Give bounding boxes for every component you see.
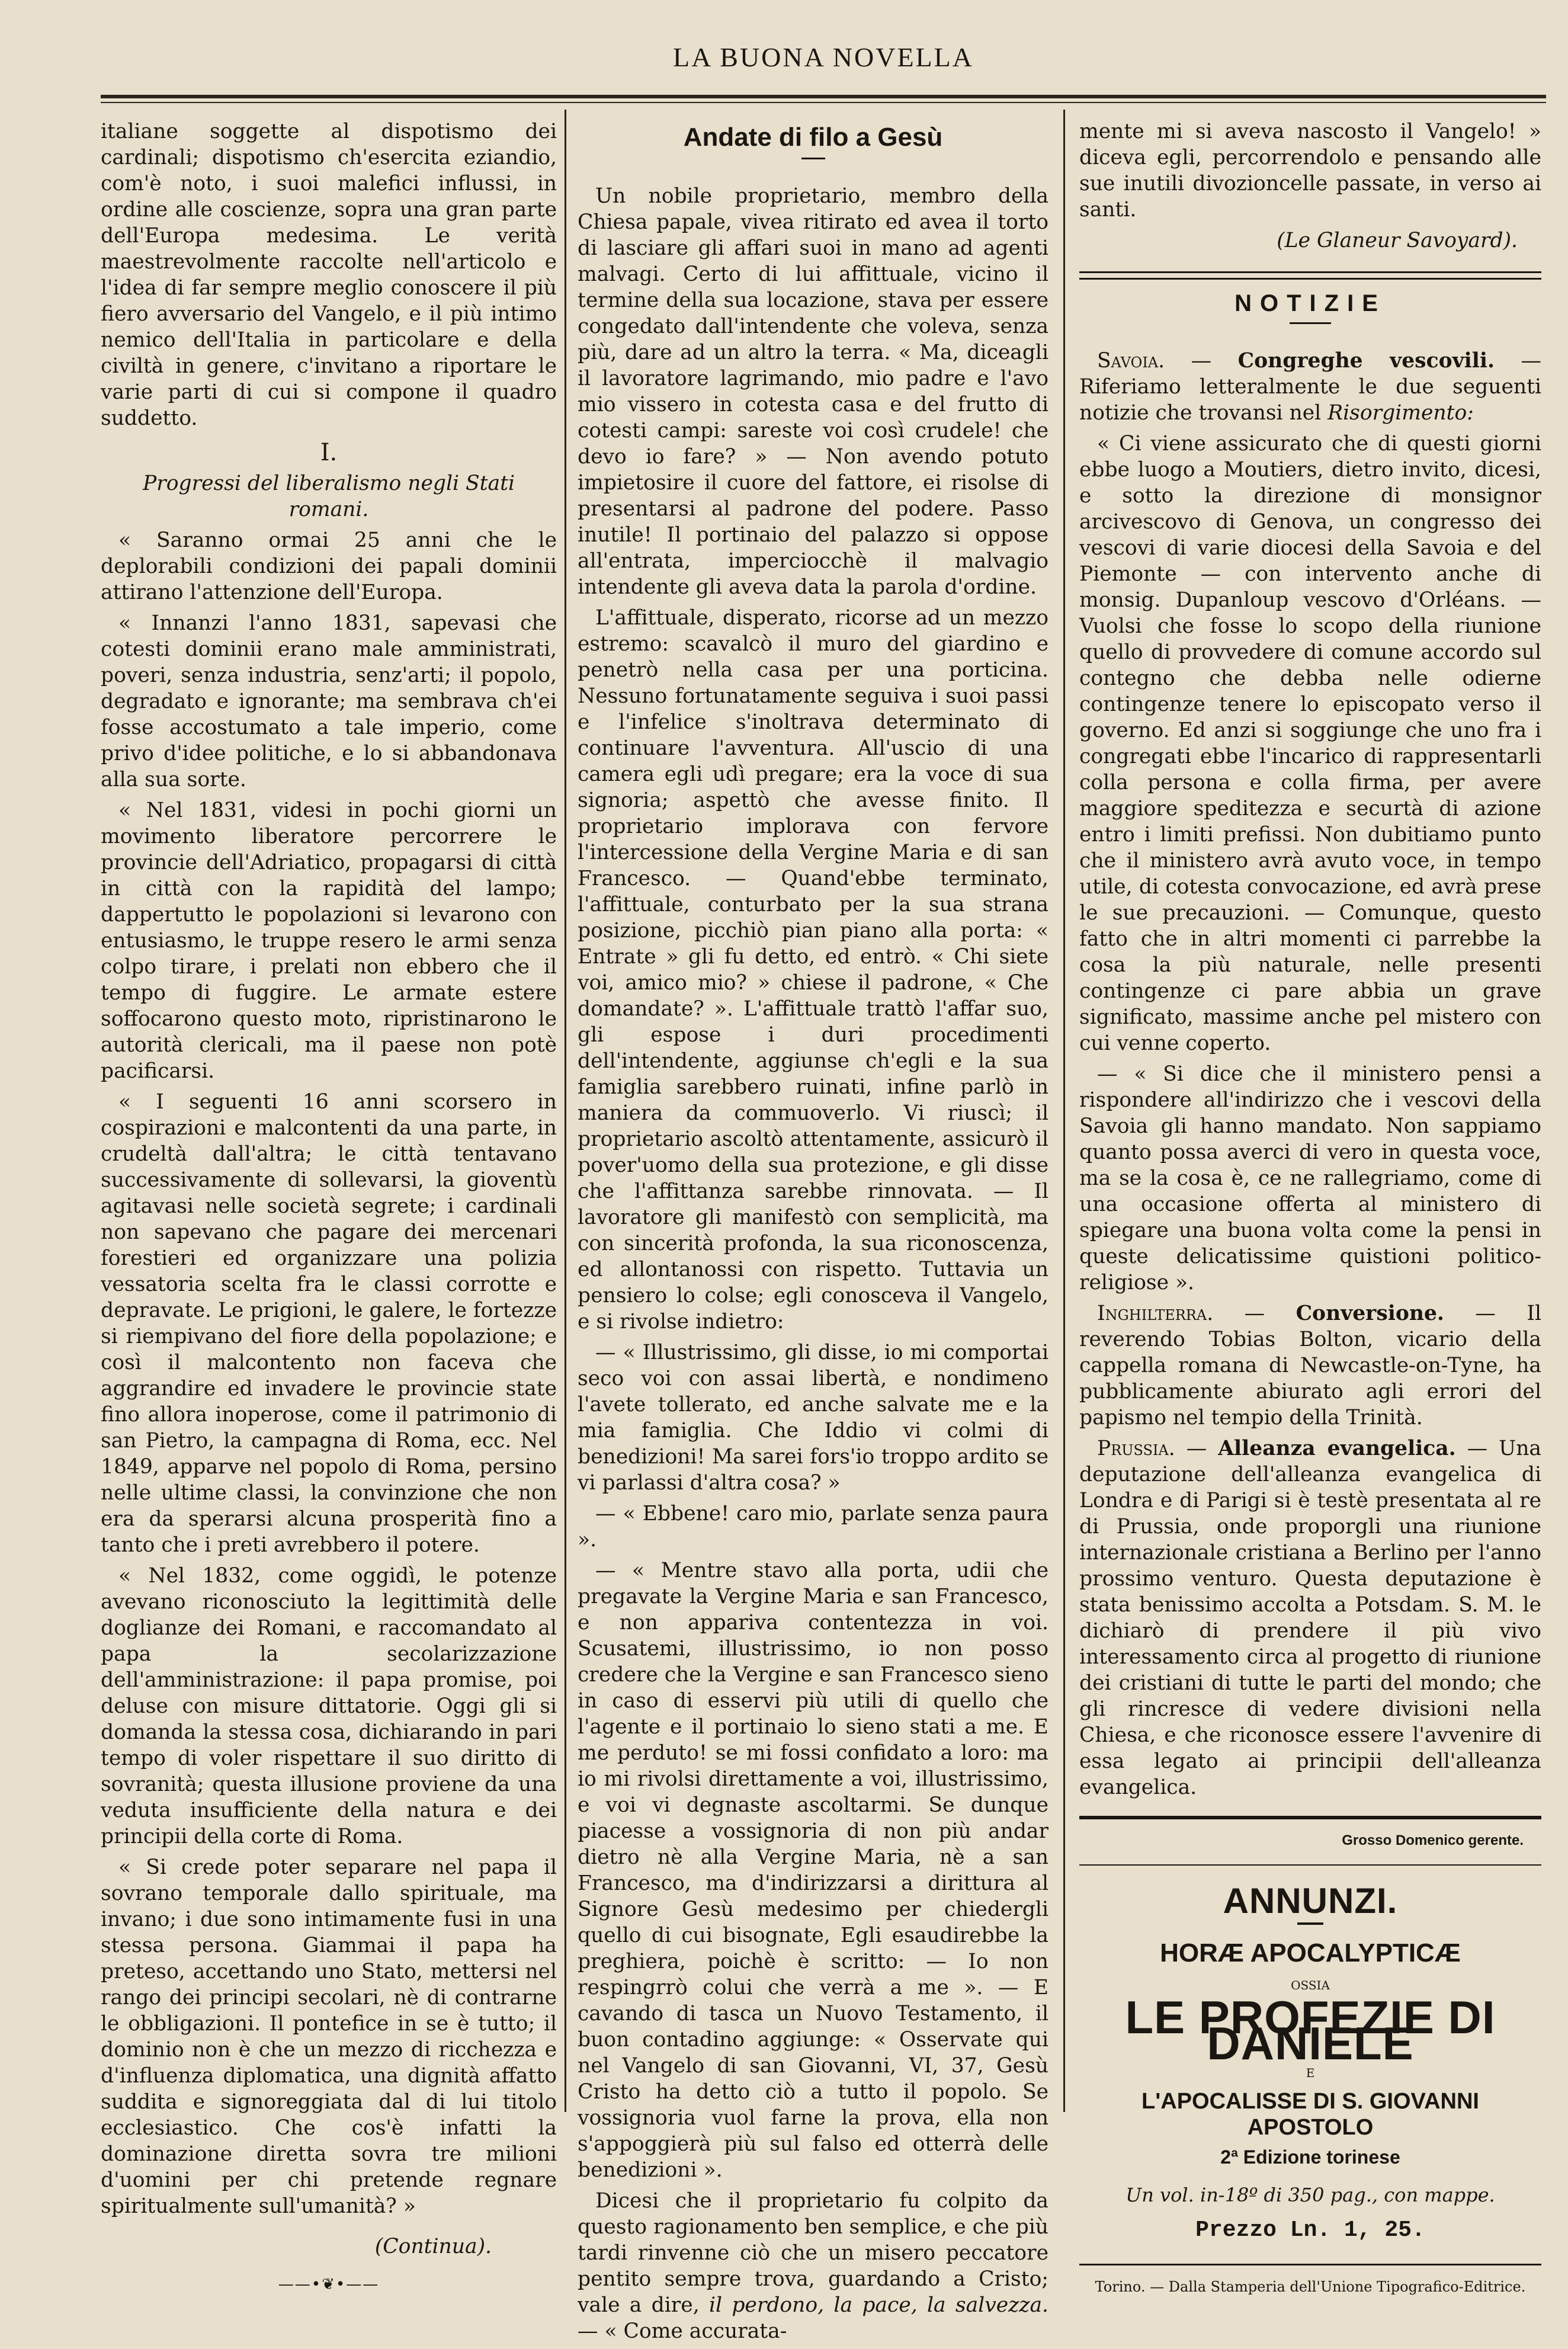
paragraph-final (578, 2188, 1048, 2344)
column-2 (578, 118, 1048, 2349)
news-item: — « Si dice che il ministero pensi a rispondere all'indirizzo che i vescovi della Savoia gli hanno mandato. Non sappiamo quanto possa averci di vero in questa voce, ma se la cosa è, ce ne rallegriamo, come di una occasione offerta al ministero di spiegare una buona volta come la pensi in queste delicatissime quistioni politico-religiose ». (1079, 1062, 1541, 1294)
signature-rule (1079, 1864, 1541, 1866)
paragraph: « Innanzi l'anno 1831, sapevasi che cotesti dominii erano male amministrati, poveri, senza industria, senz'arti; il popolo, degradato e ignorante; ma sembrava ch'ei fosse accostumato a tale imperio, come privo d'idee politiche, e lo si abbandonava alla sua sorte. (101, 611, 557, 791)
text-run: Dicesi che il proprietario fu colpito da questo ragionamento ben semplice, e che più tardi rinvenne ciò che un misero peccatore pentito sempre trova, guardando a Cristo; vale a dire, (578, 2189, 1048, 2317)
ornament-divider: ——•❦•—— (278, 2276, 380, 2293)
ad-conjunction: E (1306, 2066, 1315, 2080)
paragraph: — « Illustrissimo, gli disse, io mi comportai seco voi con assai libertà, e nondimeno l'avete tollerato, ed anche salvate me e la mia famiglia. Che Iddio vi colmi di benedizioni! Ma sarei fors'io troppo ardito se vi parlassi d'altra cosa? » (578, 1341, 1048, 1495)
paragraph: « Si crede poter separare nel papa il sovrano temporale dallo spirituale, ma invano; i due sono intimamente fusi in una stessa persona. Giammai il papa ha preteso, accettando uno Stato, mettersi nel rango dei principi secolari, nè di contrarne le obbligazioni. Il pontefice in se è tutto; il dominio non è che un mezzo di ricchezza e d'influenza diplomatica, una dignità affatto suddita e signoreggiata dal di lui titolo ecclesiastico. Che cos'è infatti la dominazione diretta sovra tre milioni d'uomini per chi pretende regnare spiritualmente sull'umanità? » (101, 1856, 557, 2218)
annunzi-heading: ANNUNZI. (1223, 1881, 1398, 1921)
paragraph: L'affittuale, disperato, ricorse ad un mezzo estremo: scavalcò il muro del giardino e penetrò nella casa per una porticina. Nessuno fortunatamente seguiva i suoi passi e l'infelice s'inoltrava determinato di continuare l'avventura. All'uscio di una camera egli udì pregare; era la voce di sua signoria; aspettò che avesse finito. Il proprietario implorava con fervore l'intercessione della Vergine Maria e di san Francesco. — Quand'ebbe terminato, l'affittuale, conturbato per la sua strana posizione, picchiò pian piano alla porta: « Entrate » gli fu detto, ed entrò. « Chi siete voi, amico mio? » chiese il padrone, « Che domandate? ». L'affittuale trattò l'affar suo, gli espose i duri procedimenti dell'intendente, aggiunse ch'egli e la sua famiglia sarebbero ruinati, infine parlò in maniera da commuoverlo. Vi riuscì; il proprietario ascoltò attentamente, assicurò il pover'uomo della sua protezione, e gli disse che l'affittanza sarebbe rinnovata. — Il lavoratore gli manifestò con semplicità, ma con sincerità profonda, la sua riconoscenza, ed allontanossi con rispetto. Tuttavia un pensiero lo colse; egli conosceva il Vangelo, e si rivolse indietro: (578, 606, 1048, 1334)
column-1 (101, 118, 557, 2297)
ad-edition: 2ª Edizione torinese (1220, 2146, 1400, 2168)
ad-volume-info: Un vol. in-18º di 350 pag., con mappe. (1126, 2184, 1495, 2206)
title-dash (801, 158, 825, 159)
news-item: Inghilterra. — Conversione. — Il reverendo Tobias Bolton, vicario della cappella romana di Newcastle-on-Tyne, ha pubblicamente abiurato agli errori del papismo nel tempio della Trinità. (1079, 1302, 1541, 1430)
column-divider-1 (565, 110, 566, 2112)
masthead: LA BUONA NOVELLA (673, 42, 974, 72)
paragraph: — « Mentre stavo alla porta, udii che pregavate la Vergine Maria e san Francesco, e non appariva contentezza in voi. Scusatemi, illustrissimo, io non posso credere che la Vergine e san Francesco sieno in caso di esservi più utili di quello che l'agente e il portinaio lo sieno stati a me. E me perduto! se mi fossi confidato a loro: ma io mi rivolsi direttamente a voi, illustrissimo, e voi vi degnaste ascoltarmi. Se dunque piacesse a vossignoria di non più andar dietro nè alla Vergine Maria, nè a san Francesco, ma d'indirizzarsi a dirittura al Signore Gesù medesimo per chiedergli quello di cui bisognate, Egli esaudirebbe la preghiera, poichè è scritto: — Io non respingrrò colui che verrà a me ». — E cavando di tasca un Nuovo Testamento, il buon contadino aggiunge: « Osservate qui nel Vangelo di san Giovanni, VI, 37, Gesù Cristo ha detto ciò a tutto il popolo. Se vossignoria vuol farne la prova, ella non s'appoggierà più sul falso ed otterrà delle benedizioni ». (578, 1559, 1048, 2182)
ad-price: Prezzo Ln. 1, 25. (1195, 2217, 1425, 2243)
column-divider-2 (1063, 110, 1065, 2112)
notizie-rule (1079, 271, 1541, 280)
section-title: Progressi del liberalismo negli Stati romani. (143, 472, 515, 521)
masthead-rule (101, 95, 1546, 98)
news-headline: Conversione. (1296, 1302, 1444, 1325)
gerente-signature: Grosso Domenico gerente. (1079, 1816, 1541, 1862)
ad-subtitle: L'APOCALISSE DI S. GIOVANNI APOSTOLO (1141, 2089, 1479, 2140)
continua-note: (Continua). (374, 2235, 492, 2258)
italic-run: il perdono, la pace, la salvezza. (708, 2293, 1048, 2317)
news-text: Il reverendo Tobias Bolton, vicario della cappella romana di Newcastle-on-Tyne, ha pubblicamente abiurato agli errori del papismo nel tempio della Trinità. (1079, 1302, 1541, 1430)
section-number: I. (320, 439, 338, 466)
printer-imprint: Torino. — Dalla Stamperia dell'Unione Tipografico-Editrice. (1095, 2279, 1526, 2295)
news-item: « Ci viene assicurato che di questi giorni ebbe luogo a Moutiers, dietro invito, dicesi, e sotto la direzione di monsignor arcivescovo di Genova, un congresso dei vescovi di varie diocesi della Savoia e del Piemonte — con intervento anche di monsig. Dupanloup vescovo d'Orléans. — Vuolsi che fosse lo scopo della riunione quello di provvedere di comune accordo sul contegno che debba nelle odierne contingenze tenere lo episcopato verso il governo. Ed anzi si soggiunge che uno fra i congregati ebbe l'incarico di rappresentarli colla persona e colla firma, per avere maggiore speditezza e securtà di azione entro i limiti prefissi. Non dubitiamo punto che il ministero avrà avuto voce, in tempo utile, di cotesta convocazione, ed avrà prese le sue precauzioni. — Comunque, questo fatto che in altri momenti ci parrebbe la cosa la più naturale, nelle presenti contingenze ci pare abbia un grave significato, massime anche pel mistero con cui venne coperto. (1079, 432, 1541, 1055)
notizie-heading: NOTIZIE (1234, 290, 1386, 316)
paragraph: « Nel 1832, come oggidì, le potenze avevano riconosciuto la legittimità delle doglianze dei Romani, e raccomandato al papa la secolarizzazione dell'amministrazione: il papa promise, poi deluse con misure dittatorie. Oggi gli si domanda la stessa cosa, dichiarando in pari tempo di voler rispettare il suo diritto di sovranità; questa illusione proviene da una veduta insufficiente della natura e dei principii della corte di Roma. (101, 1564, 557, 1848)
news-text: Una deputazione dell'alleanza evangelica di Londra e di Parigi si è testè presentata al re di Prussia, onde proporgli una riunione internazionale cristiana a Berlino per l'anno prossimo venturo. Questa deputazione è stata benissimo accolta a Potsdam. S. M. le dichiarò di prendere il più vivo interessamento circa al progetto di riunione dei cristiani di tutte le parti del mondo; che gli rincresce di vedere divisioni nella Chiesa, e che riconosce essere l'avvenire di essa legato ai principii dell'alleanza evangelica. (1079, 1437, 1542, 1799)
news-item: Savoia. — Congreghe vescovili. — Riferiamo letteralmente le due seguenti notizie che trovansi nel Risorgimento: (1079, 349, 1541, 425)
text-run: — « Come accurata- (578, 2319, 787, 2343)
paragraph: « Nel 1831, videsi in pochi giorni un movimento liberatore percorrere le provincie dell'Adriatico, propagarsi di città in città con la rapidità del lampo; dappertutto le popolazioni si levarono con entusiasmo, le truppe resero le armi senza colpo tirare, i prelati non ebbero che il tempo di fuggire. Le armate estere soffocarono questo moto, ripristinarono le autorità clericali, ma il paese non potè pacificarsi. (101, 799, 557, 1083)
news-text: Riferiamo letteralmente le due seguenti notizie che trovansi nel (1079, 375, 1541, 425)
news-place: Inghilterra. (1097, 1302, 1214, 1325)
paragraph: Un nobile proprietario, membro della Chiesa papale, vivea ritirato ed avea il torto di lasciare gli affari suoi in mano ad agenti malvagi. Certo di lui affittuale, vicino il termine della sua locazione, stava per essere congedato dall'intendente che voleva, senza più, dare ad un altro la terra. « Ma, diceagli il lavoratore lagrimando, mio padre e l'avo mio vissero in cotesta casa e del frutto di cotesti campi: sareste voi così crudele! che devo io fare? » — Non avendo potuto impietosire il cuore del fattore, ei risolse di presentarsi al padrone del podere. Passo inutile! Il portinaio del palazzo si oppose all'entrata, imperciocchè il malvagio intendente gli aveva data la parola d'ordine. (578, 184, 1048, 599)
column-3 (1079, 118, 1541, 2300)
masthead-rule-thin (101, 102, 1546, 103)
paragraph: « I seguenti 16 anni scorsero in cospirazioni e malcontenti da una parte, in crudeltà dall'altra; le città tentavano successivamente di sollevarsi, la gioventù agitavasi nelle società segrete; i cardinali non sapevano che pagare dei mercenari forestieri ed organizzare una polizia vessatoria scelta fra le classi corrotte e depravate. Le prigioni, le galere, le fortezze si riempivano del fiore della popolazione; e così il malcontento non faceva che aggrandire ed invadere le provincie state fino allora inoperose, come il patrimonio di san Pietro, la campagna di Roma, ecc. Nel 1849, apparve nel popolo di Roma, persino nelle ultime classi, la convinzione che non era da sperarsi alcuna prosperità fino a tanto che i preti avrebbero il potere. (101, 1090, 557, 1557)
article-title: Andate di filo a Gesù (683, 123, 943, 152)
news-headline: Congreghe vescovili. (1237, 349, 1495, 373)
notizie-dash (1290, 322, 1331, 324)
paragraph: « Saranno ormai 25 anni che le deplorabili condizioni dei papali dominii attirano l'attenzione dell'Europa. (101, 528, 557, 604)
paragraph: mente mi si aveva nascosto il Vangelo! » diceva egli, percorrendolo e pensando alle sue inutili divozioncelle passate, in verso ai santi. (1079, 120, 1541, 222)
intro-paragraph: italiane soggette al dispotismo dei cardinali; dispotismo ch'esercita eziandio, com'è noto, i suoi malefici influssi, in ordine alle coscienze, sopra una gran parte dell'Europa medesima. Le verità maestrevolmente raccolte nell'articolo e l'idea di far sempre meglio conoscere il più fiero avversario del Vangelo, e il più intimo nemico dell'Italia in particolare e della civiltà in genere, c'invitano a riportare le varie parti di cui si compone il quadro suddetto. (101, 120, 557, 430)
news-source: Risorgimento: (1327, 401, 1474, 425)
news-place: Prussia. (1097, 1437, 1175, 1460)
news-place: Savoia. (1097, 349, 1165, 373)
source-credit: (Le Glaneur Savoyard). (1277, 229, 1518, 252)
ad-ossia: OSSIA (1291, 1978, 1330, 1992)
news-headline: Alleanza evangelica. (1218, 1437, 1456, 1460)
ad-title-latin: HORÆ APOCALYPTICÆ (1160, 1938, 1461, 1967)
ad-title-main: LE PROFEZIE DI DANIELE (1125, 1991, 1496, 2069)
annunzi-dash (1297, 1922, 1323, 1925)
paragraph: — « Ebbene! caro mio, parlate senza paura ». (578, 1502, 1048, 1552)
news-item: Prussia. — Alleanza evangelica. — Una deputazione dell'alleanza evangelica di Londra e di Parigi si è testè presentata al re di Prussia, onde proporgli una riunione internazionale cristiana a Berlino per l'anno prossimo venturo. Questa deputazione è stata benissimo accolta a Potsdam. S. M. le dichiarò di prendere il più vivo interessamento circa al progetto di riunione dei cristiani di tutte le parti del mondo; che gli rincresce di vedere divisioni nella Chiesa, e che riconosce essere l'avvenire di essa legato ai principii dell'alleanza evangelica. (1079, 1437, 1542, 1799)
ad-bottom-rule (1079, 2264, 1541, 2265)
